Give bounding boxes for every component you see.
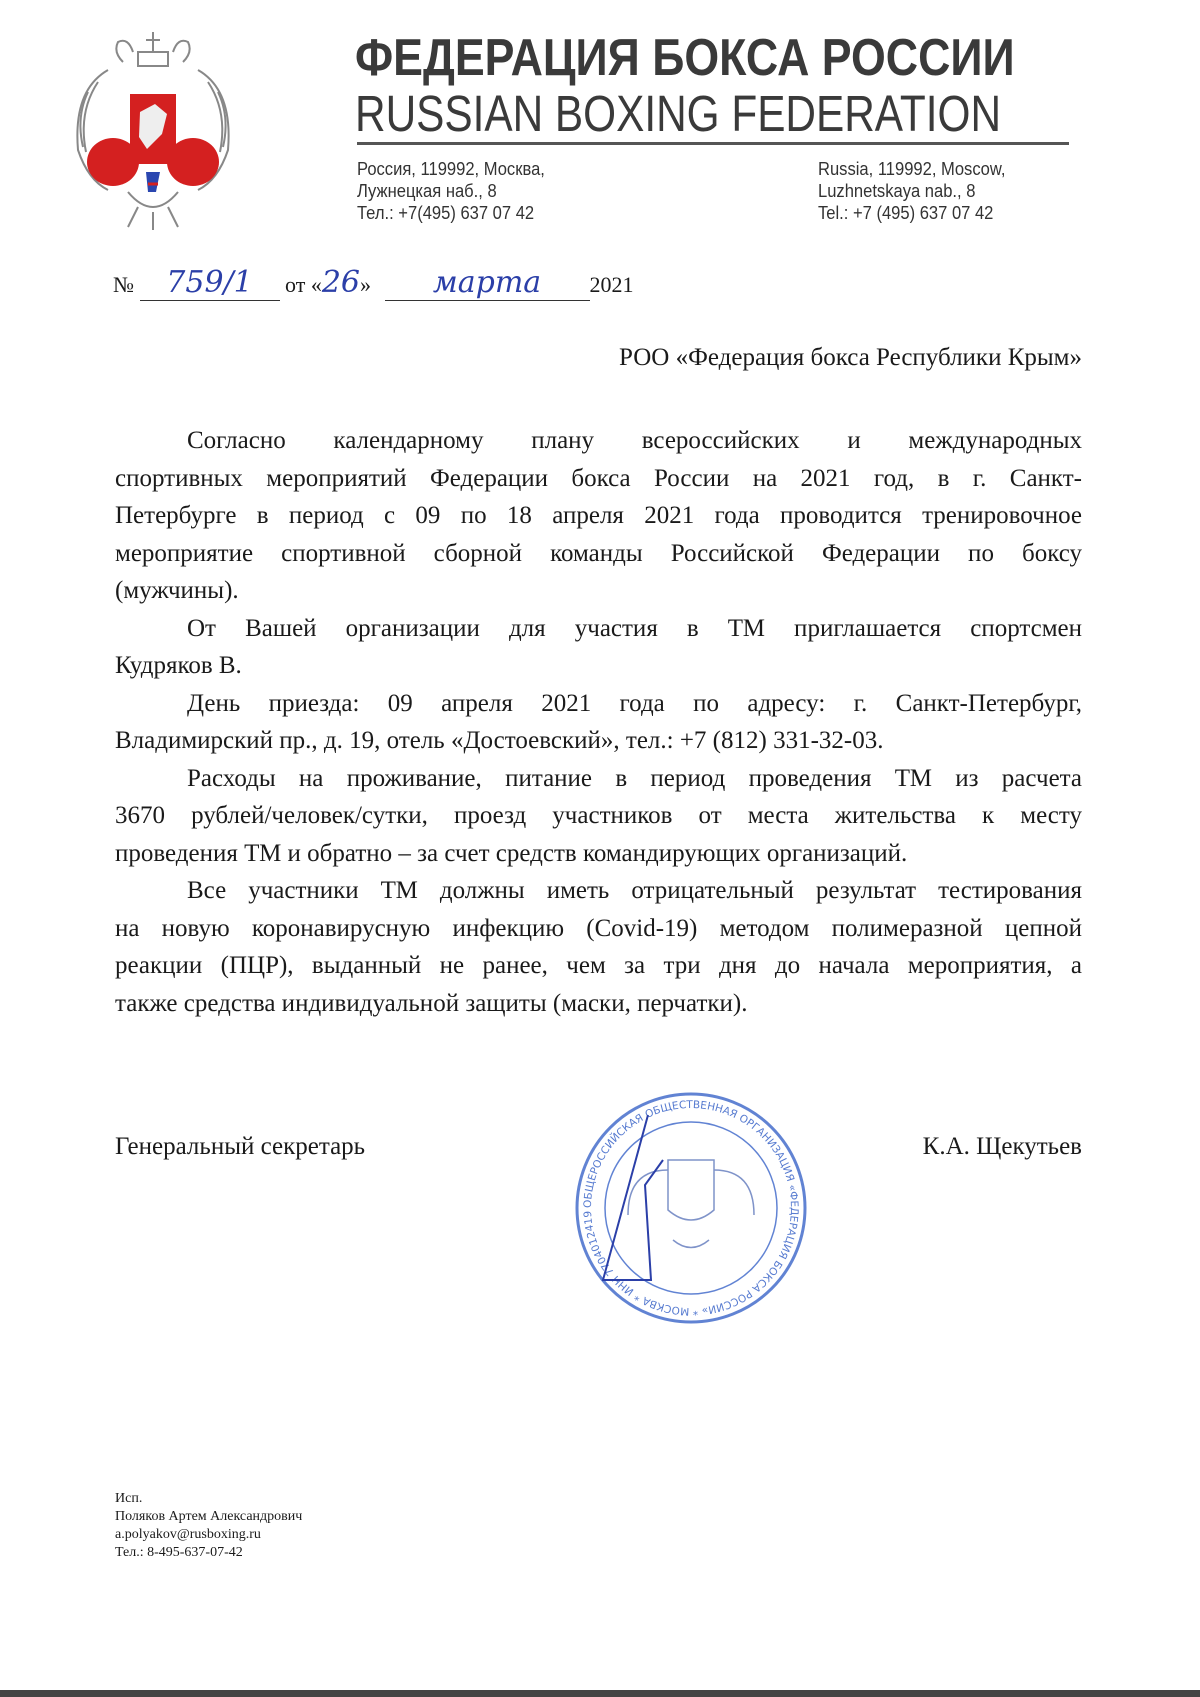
address-ru-line: Тел.: +7(495) 637 07 42 — [357, 203, 535, 223]
text-line: спортивных мероприятий Федерации бокса России на 2021 год, в г. Санкт- — [115, 464, 1082, 492]
paragraph — [115, 422, 1082, 610]
close-quote: » — [360, 272, 372, 297]
number-label: № — [113, 272, 134, 297]
text-line: От Вашей организации для участия в ТМ приглашается спортсмен — [187, 614, 1082, 642]
letterhead-divider — [357, 142, 1069, 145]
letterhead-title-en: RUSSIAN BOXING FEDERATION — [355, 85, 1002, 142]
address-en — [818, 158, 1005, 224]
federation-logo — [68, 22, 238, 234]
text-line: реакции (ПЦР), выданный не ранее, чем за три дня до начала мероприятия, а — [115, 952, 1082, 979]
official-stamp — [573, 1090, 809, 1326]
text-line: Петербурге в период с 09 по 18 апреля 2021 года проводится тренировочное — [115, 502, 1082, 529]
letter-number: 759/1 — [166, 265, 253, 300]
text-line: День приезда: 09 апреля 2021 года по адресу: г. Санкт-Петербург, — [187, 689, 1082, 717]
letter-month: марта — [432, 265, 542, 300]
text-line: 3670 рублей/человек/сутки, проезд участников от места жительства к месту — [115, 802, 1082, 829]
executor-phone: Тел.: 8-495-637-07-42 — [115, 1545, 243, 1560]
text-line: мероприятие спортивной сборной команды Российской Федерации по боксу — [115, 539, 1082, 567]
letter-body — [115, 422, 1082, 1022]
text-line: также средства индивидуальной защиты (маски, перчатки). — [115, 989, 748, 1017]
text-line: Расходы на проживание, питание в период проведения ТМ из расчета — [187, 764, 1082, 792]
recipient: РОО «Федерация бокса Республики Крым» — [619, 344, 1082, 371]
address-ru — [357, 158, 545, 224]
executor-email[interactable]: a.polyakov@rusboxing.ru — [115, 1527, 261, 1542]
executor-label: Исп. — [115, 1491, 143, 1506]
address-en-line: Tel.: +7 (495) 637 07 42 — [818, 203, 994, 223]
address-en-line: Russia, 119992, Moscow, — [818, 159, 1006, 179]
svg-text:ОБЩЕРОССИЙСКАЯ ОБЩЕСТВЕННАЯ ОР — [582, 1099, 800, 1317]
from-label: от « — [285, 272, 322, 297]
address-ru-line: Россия, 119992, Москва, — [357, 159, 545, 179]
letterhead-title-ru: ФЕДЕРАЦИЯ БОКСА РОССИИ — [355, 29, 1015, 87]
paragraph — [115, 610, 1082, 685]
text-line: проведения ТМ и обратно – за счет средств командирующих организаций. — [115, 839, 908, 867]
executor-info — [115, 1490, 302, 1562]
text-line: на новую коронавирусную инфекцию (Covid-19) методом полимеразной цепной — [115, 914, 1082, 942]
address-ru-line: Лужнецкая наб., 8 — [357, 181, 497, 201]
signatory-name: К.А. Щекутьев — [922, 1133, 1082, 1160]
scan-edge — [0, 1690, 1200, 1697]
paragraph — [115, 872, 1082, 1022]
text-line: Согласно календарному плану всероссийских и международных — [187, 427, 1082, 454]
text-line: Кудряков В. — [115, 652, 242, 679]
letter-day: 26 — [321, 265, 361, 300]
paragraph — [115, 760, 1082, 873]
paragraph — [115, 685, 1082, 760]
text-line: (мужчины). — [115, 577, 239, 604]
executor-name: Поляков Артем Александрович — [115, 1509, 303, 1524]
stamp-text: ОБЩЕРОССИЙСКАЯ ОБЩЕСТВЕННАЯ ОРГАНИЗАЦИЯ «ФЕДЕРАЦИЯ БОКСА РОССИИ» * МОСКВА * ИНН 7704012419 — [581, 1098, 801, 1318]
address-en-line: Luzhnetskaya nab., 8 — [818, 181, 976, 201]
signatory-position: Генеральный секретарь — [115, 1133, 366, 1160]
letter-year: 2021 — [589, 272, 634, 297]
reference-line — [113, 265, 634, 301]
text-line: Владимирский пр., д. 19, отель «Достоевский», тел.: +7 (812) 331-32-03. — [115, 727, 884, 754]
text-line: Все участники ТМ должны иметь отрицательный результат тестирования — [187, 877, 1082, 904]
